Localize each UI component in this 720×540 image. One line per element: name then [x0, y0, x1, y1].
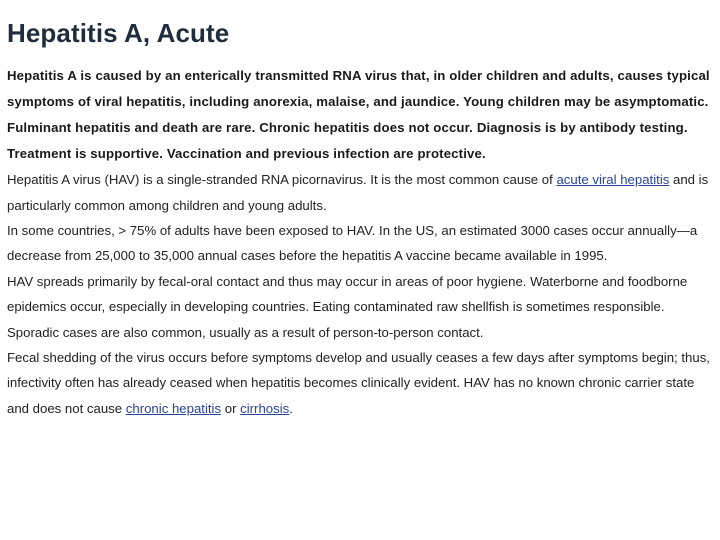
link-acute-viral-hepatitis[interactable]: acute viral hepatitis [556, 172, 670, 188]
link-cirrhosis[interactable]: cirrhosis [240, 400, 290, 416]
paragraph-text: Hepatitis A virus (HAV) is a single-stranded RNA picornavirus. It is the most common cause of [7, 172, 557, 188]
paragraph-shedding [7, 345, 713, 421]
paragraph-text: and is particularly common among children and young adults. [7, 172, 709, 213]
paragraph-transmission: HAV spreads primarily by fecal-oral contact and thus may occur in areas of poor hygiene. Waterborne and foodborne epidemics occur, especially in developing countries. Eating contaminated raw shellfish is sometimes responsible. Sporadic cases are also common, usually as a result of person-to-person contact. [7, 273, 688, 340]
link-chronic-hepatitis[interactable]: chronic hepatitis [125, 400, 222, 416]
page-title: Hepatitis A, Acute [7, 18, 230, 48]
paragraph-text: . [289, 400, 293, 416]
paragraph-virus [7, 167, 713, 218]
paragraph-text: Fecal shedding of the virus occurs before symptoms develop and usually ceases a few days after symptoms begin; thus, infectivity often has already ceased when hepatitis becomes clinically evident. HAV has no known chronic carrier state and does not cause [7, 350, 710, 416]
summary-paragraph: Hepatitis A is caused by an enterically transmitted RNA virus that, in older children and adults, causes typical symptoms of viral hepatitis, including anorexia, malaise, and jaundice. Young children may be asymptomatic. Fulminant hepatitis and death are rare. Chronic hepatitis does not occur. Diagnosis is by antibody testing. Treatment is supportive. Vaccination and previous infection are protective. [7, 68, 710, 162]
paragraph-text: or [221, 400, 241, 416]
paragraph-epidemiology: In some countries, > 75% of adults have been exposed to HAV. In the US, an estimated 3000 cases occur annually—a decrease from 25,000 to 35,000 annual cases before the hepatitis A vaccine became available in 1995. [7, 223, 698, 264]
article [7, 18, 713, 421]
